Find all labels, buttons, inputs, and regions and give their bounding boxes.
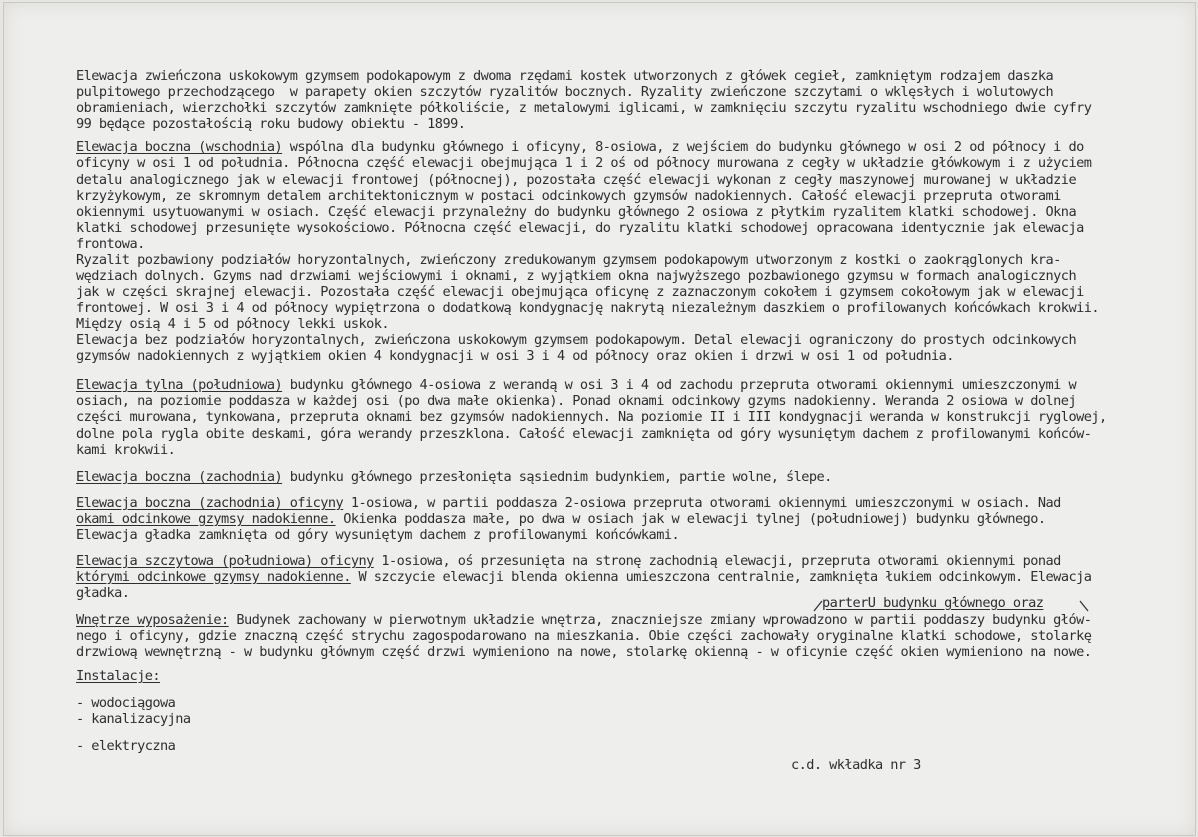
list-item: - elektryczna xyxy=(76,738,176,754)
text-line: drzwiową wewnętrzną - w budynku głównym część drzwi wymieniono na nowe, stolarkę okienną - w oficynie część okien wymieniono na nowe. xyxy=(76,644,1092,660)
text-line: gzymsów nadokiennych z wyjątkiem okien 4 kondygnacji w osi 3 i 4 od północy oraz okien i drzwi w osi 1 od południa. xyxy=(76,348,954,364)
text-line: kami krokwii. xyxy=(76,442,176,458)
text-line: pulpitowego przechodzącego w parapety okien szczytów ryzalitów bocznych. Ryzality zwieńczone szczytami o wklęsłych i wolutowych xyxy=(76,84,1054,100)
text-line: osiach, na poziomie poddasza w każdej osi (po dwa małe okienka). Ponad oknami odcinkowy gzyms nadokienny. Weranda 2 osiowa w dolnej xyxy=(76,393,1077,409)
text-line: części murowana, tynkowana, przepruta oknami bez gzymsów nadokiennych. Na poziomie II i III kondygnacji weranda w konstrukcji ryglowej, xyxy=(76,409,1107,425)
text-line: Elewacja boczna (zachodnia) budynku głównego przesłonięta sąsiednim budynkiem, partie wolne, ślepe. xyxy=(76,469,832,485)
list-item: - kanalizacyjna xyxy=(76,711,191,727)
document-page xyxy=(3,2,1196,836)
text-line: Elewacja gładka zamknięta od góry wysuniętym dachem z profilowanymi końcówkami. xyxy=(76,527,680,543)
section-heading-west-annex: Elewacja boczna (zachodnia) oficyny xyxy=(76,495,344,511)
text-line: Elewacja szczytowa (południowa) oficyny 1-osiowa, oś przesunięta na stronę zachodnią elewacji, przepruta otworami okiennymi ponad xyxy=(76,553,1061,569)
text-line: klatki schodowej przesunięte wysokościowo. Północna część elewacji, do ryzalitu klatki schodowej opracowana identycznie jak elewacja xyxy=(76,220,1084,236)
text-line: jak w części skrajnej elewacji. Pozostała część elewacji obejmująca oficynę z zaznaczonym cokołem i gzymsem cokołowym jak w elewacji xyxy=(76,284,1084,300)
text-line: dolne pola rygla obite deskami, góra werandy przeszklona. Całość elewacji zamknięta od góry wysuniętym dachem z profilowanymi końców- xyxy=(76,426,1092,442)
text-line: którymi odcinkowe gzymsy nadokienne. W szczycie elewacji blenda okienna umieszczona centralnie, zamknięta łukiem odcinkowym. Elewacja xyxy=(76,569,1092,585)
section-heading-interior: Wnętrze wyposażenie: xyxy=(76,612,229,628)
text-line: gładka. xyxy=(76,585,130,601)
text-line: detalu analogicznego jak w elewacji frontowej (północnej), pozostała część elewacji wykonan z cegły maszynowej murowanej w układzie xyxy=(76,172,1077,188)
text-line: Elewacja boczna (zachodnia) oficyny 1-osiowa, w partii poddasza 2-osiowa przepruta otworami okiennymi umieszczonymi w osiach. Nad xyxy=(76,495,1061,511)
text-line: obramieniach, wierzchołki szczytów zamknięte półkoliście, z metalowymi iglicami, w zamknięciu szczytu ryzalitu wschodniego dwie cyfry xyxy=(76,100,1092,116)
text-line: Między osią 4 i 5 od północy lekki uskok. xyxy=(76,316,389,332)
installations-heading: Instalacje: xyxy=(76,668,160,684)
continuation-note: c.d. wkładka nr 3 xyxy=(791,757,921,773)
text-line: Elewacja tylna (południowa) budynku głównego 4-osiowa z werandą w osi 3 i 4 od zachodu przepruta otworami okiennymi umieszczonymi w xyxy=(76,377,1077,393)
section-heading-east: Elewacja boczna (wschodnia) xyxy=(76,139,283,155)
text-line: frontowej. W osi 3 i 4 od północy wypiętrzona o dodatkową kondygnację nakrytą niezależnym daszkiem o profilowanych końcówkach krokwii. xyxy=(76,300,1099,316)
text-line: okiennymi usytuowanymi w osiach. Część elewacji przynależny do budynku głównego 2 osiowa z płytkim ryzalitem klatki schodowej. Okna xyxy=(76,204,1077,220)
handwritten-insertion: parterU budynku głównego oraz xyxy=(822,595,1044,611)
text-line: 99 będące pozostałością roku budowy obiektu - 1899. xyxy=(76,116,466,132)
text-line: wędziach dolnych. Gzyms nad drzwiami wejściowymi i oknami, z wyjątkiem okna najwyższego pozbawionego gzymsu w formach analogicznych xyxy=(76,268,1077,284)
text-line: Ryzalit pozbawiony podziałów horyzontalnych, zwieńczony zredukowanym gzymsem podokapowym utworzonym z kostki o zaokrąglonych kra- xyxy=(76,252,1061,268)
text-line: Elewacja zwieńczona uskokowym gzymsem podokapowym z dwoma rzędami kostek utworzonych z główek cegieł, zamkniętym rodzajem daszka xyxy=(76,68,1054,84)
text-line: frontowa. xyxy=(76,236,145,252)
text-line: oficyny w osi 1 od południa. Północna część elewacji obejmująca 1 i 2 oś od północy murowana z cegły w układzie główkowym i z użyciem xyxy=(76,155,1092,171)
text-line: krzyżykowym, ze skromnym detalem architektonicznym w postaci odcinkowych gzymsów nadokiennych. Całość elewacji przepruta otworami xyxy=(76,188,1061,204)
text-line: Elewacja boczna (wschodnia) wspólna dla budynku głównego i oficyny, 8-osiowa, z wejściem do budynku głównego w osi 2 od północy i do xyxy=(76,139,1084,155)
text-line: Elewacja bez podziałów horyzontalnych, zwieńczona uskokowym gzymsem podokapowym. Detal elewacji ograniczony do prostych odcinkowych xyxy=(76,332,1077,348)
text-line: okami odcinkowe gzymsy nadokienne. Okienka poddasza małe, po dwa w osiach jak w elewacji tylnej (południowej) budynku głównego. xyxy=(76,511,1046,527)
section-heading-rear: Elewacja tylna (południowa) xyxy=(76,377,283,393)
text-line: nego i oficyny, gdzie znaczną część strychu zagospodarowano na mieszkania. Obie części zachowały oryginalne klatki schodowe, stolarkę xyxy=(76,628,1092,644)
insertion-caret-icon xyxy=(812,599,1092,613)
section-heading-gable: Elewacja szczytowa (południowa) oficyny xyxy=(76,553,374,569)
list-item: - wodociągowa xyxy=(76,695,176,711)
section-heading-west: Elewacja boczna (zachodnia) xyxy=(76,469,283,485)
text-line: Wnętrze wyposażenie: Budynek zachowany w pierwotnym układzie wnętrza, znaczniejsze zmiany wprowadzono w partii poddaszy budynku głów- xyxy=(76,612,1092,628)
